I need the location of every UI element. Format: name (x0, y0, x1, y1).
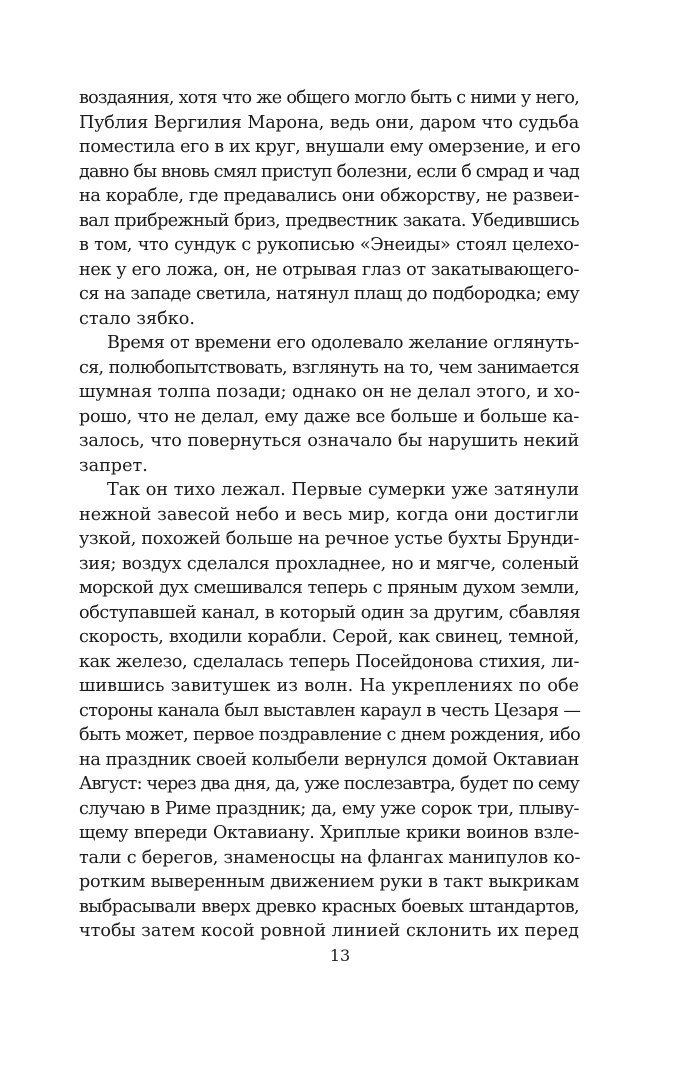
text-line: быть может, первое поздравление с днем рождения, ибо (79, 725, 581, 745)
text-line: нежной завесой небо и весь мир, когда они достигли (79, 504, 579, 525)
text-line: щему впереди Октавиану. Хриплые крики воинов взле- (79, 823, 579, 843)
text-line: обступавшей канал, в который один за другим, сбавляя (79, 602, 581, 623)
text-line: давно бы вновь смял приступ болезни, если б смрад и чад (79, 161, 579, 182)
text-line: поместила его в их круг, внушали ему омерзение, и его (79, 137, 581, 157)
text-line: на корабле, где предавались они обжорству, не развеи- (79, 186, 579, 206)
text-line: чтобы затем косой ровной линией склонить их перед (79, 921, 579, 941)
text-line: ся на западе светила, натянул плащ до подбородка; ему (79, 284, 580, 304)
text-line: ся, полюбопытствовать, взглянуть на то, чем занимается (79, 357, 579, 378)
text-line: запрет. (79, 455, 148, 476)
text-line: морской дух смешивался теперь с пряным духом земли, (79, 578, 579, 598)
text-line: случаю в Риме праздник; да, ему уже сорок три, плыву- (79, 798, 579, 819)
text-line: шумная толпа позади; однако он не делал этого, и хо- (79, 382, 580, 402)
text-line: в том, что сундук с рукописью «Энеиды» стоял целехо- (79, 235, 579, 255)
body-text (79, 86, 579, 944)
text-line: стало зябко. (79, 308, 195, 329)
text-line: зия; воздух сделался прохладнее, но и мягче, соленый (79, 553, 579, 574)
text-line: ротким выверенным движением руки в такт выкрикам (79, 872, 579, 892)
text-line: вал прибрежный бриз, предвестник заката. Убедившись (79, 210, 579, 231)
text-line: Время от времени его одолевало желание оглянуть- (107, 333, 579, 353)
text-line: скорость, входили корабли. Серой, как свинец, темной, (79, 627, 579, 647)
paragraph (79, 86, 579, 331)
text-line: Публия Вергилия Марона, ведь они, даром что судьба (79, 112, 579, 133)
text-line: на праздник своей колыбели вернулся домой Октавиан (79, 749, 579, 770)
text-line: выбрасывали вверх древко красных боевых штандартов, (79, 896, 579, 917)
paragraph (79, 331, 579, 478)
text-line: Август: через два дня, да, уже послезавтра, будет по сему (79, 774, 580, 794)
text-line: нек у его ложа, он, не отрывая глаз от закатывающего- (79, 259, 579, 280)
paragraph (79, 478, 579, 944)
text-line: как железо, сделалась теперь Посейдонова стихия, ли- (79, 651, 579, 672)
text-line: тали с берегов, знаменосцы на флангах манипулов ко- (79, 847, 581, 868)
page-number: 13 (329, 946, 351, 965)
text-line: Так он тихо лежал. Первые сумерки уже затянули (107, 480, 579, 500)
text-line: рошо, что не делал, ему даже все больше и больше ка- (79, 406, 579, 427)
text-line: стороны канала был выставлен караул в честь Цезаря — (79, 700, 581, 721)
text-line: залось, что повернуться означало бы нарушить некий (79, 431, 579, 451)
text-line: воздаяния, хотя что же общего могло быть с ними у него, (79, 88, 579, 108)
text-line: узкой, похожей больше на речное устье бухты Брунди- (79, 529, 580, 549)
text-line: шившись завитушек из волн. На укреплениях по обе (79, 676, 579, 696)
